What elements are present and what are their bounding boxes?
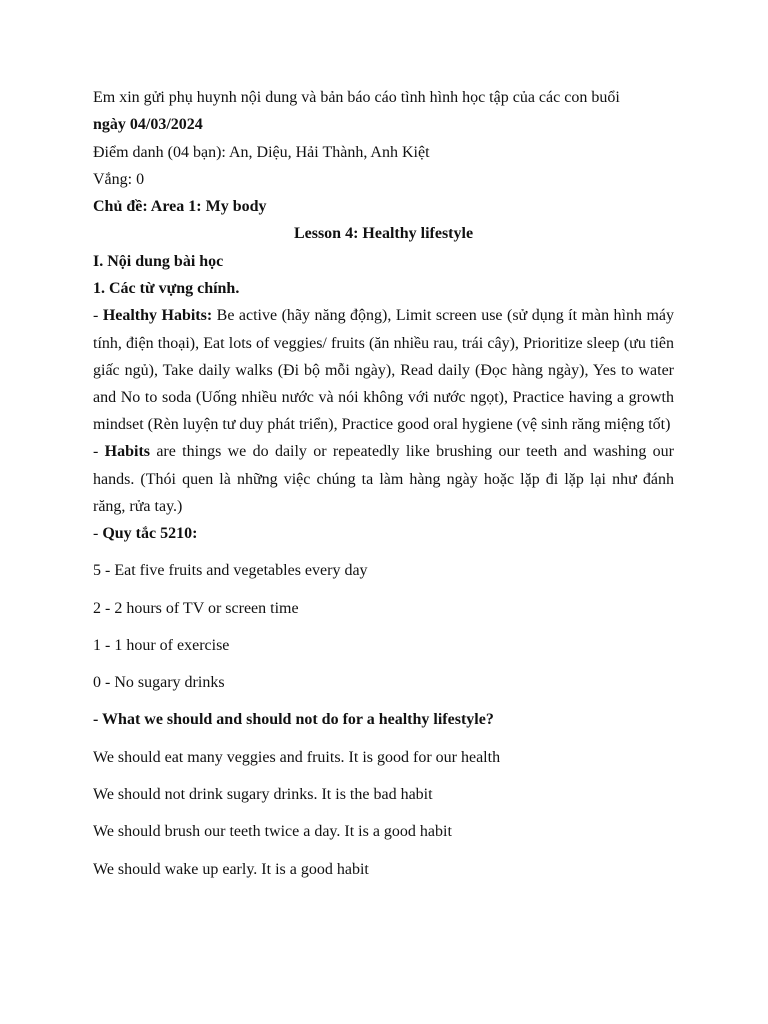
list-item: 0 - No sugary drinks xyxy=(93,674,225,692)
vocab-heading: 1. Các từ vựng chính. xyxy=(93,280,240,298)
rule-5210-list xyxy=(93,557,674,883)
section-heading: I. Nội dung bài học xyxy=(93,252,224,270)
rule-5210-heading xyxy=(93,520,674,547)
habits-label: Habits xyxy=(104,443,150,461)
greeting-text: Em xin gửi phụ huynh nội dung và bản báo cáo tình hình học tập của các con buổi xyxy=(93,89,620,106)
healthy-habits-paragraph xyxy=(93,302,674,438)
list-item: 2 - 2 hours of TV or screen time xyxy=(93,599,299,617)
document-page xyxy=(93,84,674,883)
should-heading: - What we should and should not do for a healthy lifestyle? xyxy=(93,711,494,729)
bullet-dash: - xyxy=(93,443,105,461)
absent-text: Vắng: 0 xyxy=(93,170,145,188)
attendance-text: Điểm danh (04 bạn): An, Diệu, Hải Thành, Anh Kiệt xyxy=(93,143,430,161)
bullet-dash: - xyxy=(93,525,103,542)
healthy-habits-label: Healthy Habits: xyxy=(102,307,213,325)
list-item: We should eat many veggies and fruits. It is good for our health xyxy=(93,748,501,766)
lesson-title: Lesson 4: Healthy lifestyle xyxy=(293,225,474,243)
list-item: 1 - 1 hour of exercise xyxy=(93,636,230,654)
habits-definition-text: are things we do daily or repeatedly like brushing our teeth and washing our hands. (Thói quen là những việc chúng ta làm hàng ngày hoặc lặp đi lặp lại như đánh răng, rửa tay.) xyxy=(93,443,675,515)
healthy-habits-text: Be active (hãy năng động), Limit screen use (sử dụng ít màn hình máy tính, điện thoại), Eat lots of veggies/ fruits (ăn nhiều rau, trái cây), Prioritize sleep (ưu tiên giấc ngủ), Take daily walks (Đi bộ mỗi ngày), Read daily (Đọc hàng ngày), Yes to water and No to soda (Uống nhiều nước và nói không với nước ngọt), Practice having a growth mindset (Rèn luyện tư duy phát triển), Practice good oral hygiene (vệ sinh răng miệng tốt) xyxy=(93,307,675,434)
list-item: We should not drink sugary drinks. It is the bad habit xyxy=(93,786,433,804)
list-item: We should brush our teeth twice a day. It is a good habit xyxy=(93,823,452,841)
habits-definition-paragraph xyxy=(93,438,674,520)
list-item: We should wake up early. It is a good habit xyxy=(93,860,369,878)
topic-text: Chủ đề: Area 1: My body xyxy=(93,198,267,216)
rule-5210-label: Quy tắc 5210: xyxy=(102,525,198,542)
bullet-dash: - xyxy=(93,307,103,325)
report-date: ngày 04/03/2024 xyxy=(93,116,203,134)
list-item: 5 - Eat five fruits and vegetables every day xyxy=(93,562,368,580)
